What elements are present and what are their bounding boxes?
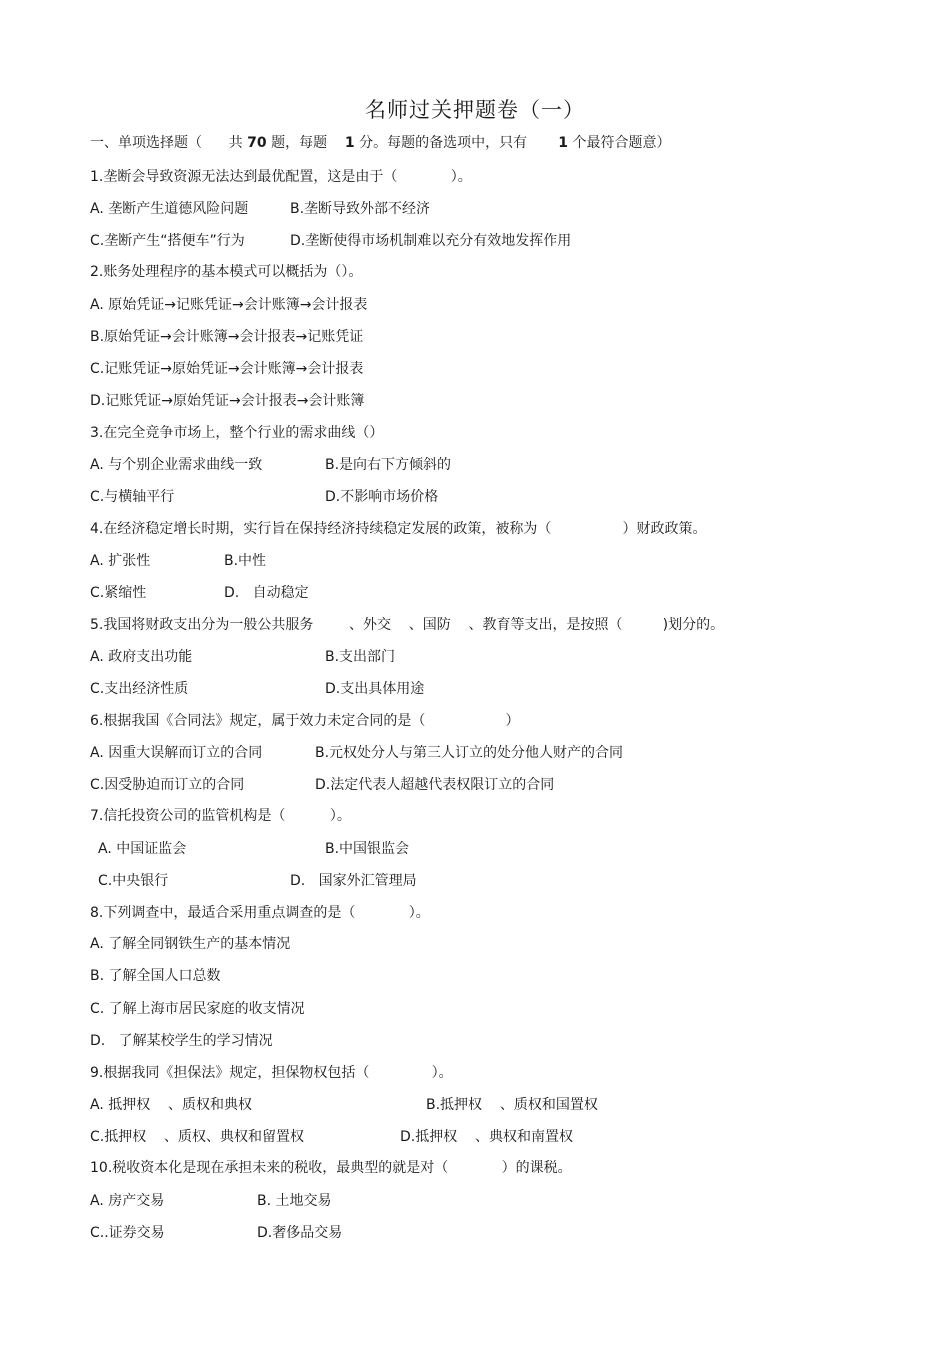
question-10-options-ab (90, 1191, 332, 1211)
question-9-option-d: D.抵押权 、典权和南置权 (400, 1129, 574, 1145)
question-2-option-d: D.记账凭证→原始凭证→会计报表→会计账簿 (90, 393, 365, 409)
question-3-options-ab (90, 455, 452, 475)
question-3-option-b: B.是向右下方倾斜的 (325, 457, 452, 473)
question-4-option-c: C.紧缩性 (90, 585, 147, 601)
question-10-option-c: C..证券交易 (90, 1225, 165, 1241)
question-3-options-cd (90, 487, 439, 507)
question-7-option-d: D. 国家外汇管理局 (290, 873, 417, 889)
question-6-options-cd (90, 775, 555, 795)
question-7-options-cd (90, 871, 417, 891)
question-4-option-b: B.中性 (224, 553, 267, 569)
question-6-options-ab (90, 743, 624, 763)
question-9-option-a: A. 抵押权 、质权和典权 (90, 1097, 253, 1113)
question-3-option-d: D.不影响市场价格 (325, 489, 439, 505)
question-9-stem: 9.根据我同《担保法》规定，担保物权包括（ ）。 (90, 1065, 453, 1081)
question-10-option-b: B. 土地交易 (257, 1193, 332, 1209)
question-3-option-a: A. 与个别企业需求曲线一致 (90, 457, 263, 473)
question-10-option-a: A. 房产交易 (90, 1193, 165, 1209)
question-6-option-c: C.因受胁迫而订立的合同 (90, 777, 245, 793)
question-1-options-ab (90, 199, 431, 219)
question-1-options-cd (90, 231, 572, 251)
question-5-option-c: C.支出经济性质 (90, 681, 189, 697)
question-9-option-c: C.抵押权 、质权、典权和留置权 (90, 1129, 305, 1145)
question-10-options-cd (90, 1223, 343, 1243)
question-1-option-b: B.垄断导致外部不经济 (290, 201, 431, 217)
question-10-option-d: D.奢侈品交易 (257, 1225, 343, 1241)
question-2-option-b: B.原始凭证→会计账簿→会计报表→记账凭证 (90, 329, 364, 345)
question-5-options-ab (90, 647, 396, 667)
question-3-stem: 3.在完全竞争市场上，整个行业的需求曲线（） (90, 425, 384, 441)
page-title: 名师过关押题卷（一） (365, 98, 585, 122)
question-2-stem: 2.账务处理程序的基本模式可以概括为（）。 (90, 264, 363, 280)
question-7-stem: 7.信托投资公司的监管机构是（ ）。 (90, 808, 351, 824)
question-1-option-d: D.垄断使得市场机制难以充分有效地发挥作用 (290, 233, 572, 249)
question-9-option-b: B.抵押权 、质权和国置权 (426, 1097, 598, 1113)
section-heading-part3: 分。每题的备选项中，只有 (354, 135, 559, 151)
question-7-options-ab (90, 839, 410, 859)
question-5-stem: 5.我国将财政支出分为一般公共服务 、外交 、国防 、教育等支出，是按照（ )划分的。 (90, 617, 725, 633)
question-8-option-d: D. 了解某校学生的学习情况 (90, 1033, 273, 1049)
question-8-stem: 8.下列调查中，最适合采用重点调查的是（ ）。 (90, 905, 430, 921)
question-2-option-a: A. 原始凭证→记账凭证→会计账簿→会计报表 (90, 297, 368, 313)
question-5-option-b: B.支出部门 (325, 649, 396, 665)
question-7-option-b: B.中国银监会 (325, 841, 410, 857)
section-heading-part1: 一、单项选择题（ 共 (90, 135, 248, 151)
question-7-option-c: C.中央银行 (98, 873, 169, 889)
question-1-option-c: C.垄断产生“搭便车”行为 (90, 233, 245, 249)
question-6-option-d: D.法定代表人超越代表权限订立的合同 (315, 777, 555, 793)
question-5-option-a: A. 政府支出功能 (90, 649, 193, 665)
question-1-stem: 1.垄断会导致资源无法达到最优配置，这是由于（ ）。 (90, 169, 472, 185)
question-3-option-c: C.与横轴平行 (90, 489, 175, 505)
question-5-options-cd (90, 679, 425, 699)
question-8-option-a: A. 了解全同钢铁生产的基本情况 (90, 936, 291, 952)
question-4-options-cd (90, 583, 309, 603)
question-6-stem: 6.根据我国《合同法》规定，属于效力未定合同的是（ ） (90, 713, 520, 729)
question-9-options-ab (90, 1095, 598, 1115)
question-count: 70 (247, 135, 267, 151)
question-8-option-c: C. 了解上海市居民家庭的收支情况 (90, 1001, 305, 1017)
correct-option-count: 1 (558, 135, 569, 151)
question-10-stem: 10.税收资本化是现在承担未来的税收，最典型的就是对（ ）的课税。 (90, 1160, 572, 1176)
section-heading (90, 133, 670, 153)
question-9-options-cd (90, 1127, 574, 1147)
question-6-option-a: A. 因重大误解而订立的合同 (90, 745, 263, 761)
question-1-option-a: A. 垄断产生道德风险问题 (90, 201, 249, 217)
question-5-option-d: D.支出具体用途 (325, 681, 425, 697)
question-4-option-a: A. 扩张性 (90, 553, 151, 569)
question-4-option-d: D. 自动稳定 (224, 585, 309, 601)
question-7-option-a: A. 中国证监会 (98, 841, 187, 857)
question-8-option-b: B. 了解全国人口总数 (90, 968, 221, 984)
question-2-option-c: C.记账凭证→原始凭证→会计账簿→会计报表 (90, 361, 364, 377)
points-per-question: 1 (344, 135, 355, 151)
question-4-stem: 4.在经济稳定增长时期，实行旨在保持经济持续稳定发展的政策，被称为（ ）财政政策。 (90, 521, 707, 537)
question-6-option-b: B.元权处分人与第三人订立的处分他人财产的合同 (315, 745, 624, 761)
section-heading-part2: 题，每题 (266, 135, 345, 151)
section-heading-part4: 个最符合题意） (568, 135, 671, 151)
question-4-options-ab (90, 551, 267, 571)
